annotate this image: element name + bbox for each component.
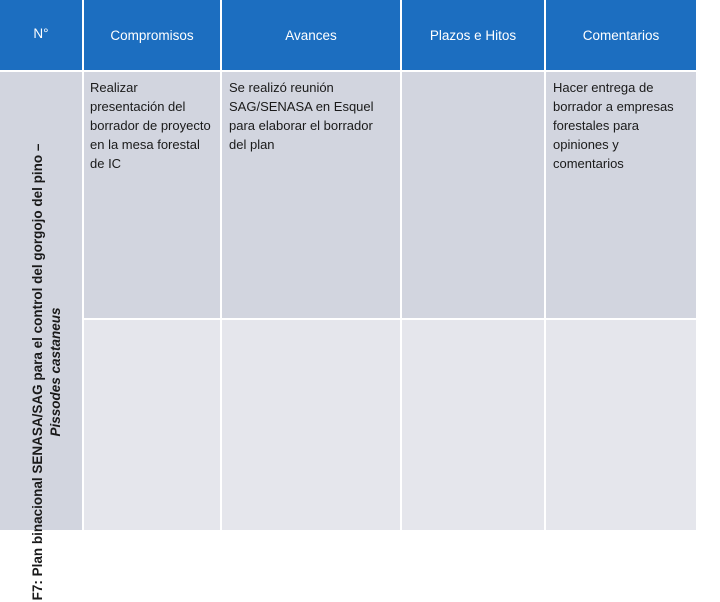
- side-label-cell: [0, 72, 82, 601]
- row2-plazos: [402, 320, 544, 530]
- row1-plazos: [402, 72, 544, 318]
- header-compromisos: Compromisos: [84, 0, 220, 70]
- row2-compromisos: [84, 320, 220, 530]
- side-label-prefix: F7: Plan binacional SENASA/SAG para el control del gorgojo del pino –: [30, 143, 45, 601]
- header-comentarios: Comentarios: [546, 0, 696, 70]
- header-number: N°: [0, 0, 82, 70]
- row2-avances: [222, 320, 400, 530]
- side-label: [18, 142, 76, 602]
- row1-comentarios: Hacer entrega de borrador a empresas forestales para opiniones y comentarios: [546, 72, 696, 318]
- header-plazos: Plazos e Hitos: [402, 0, 544, 70]
- side-label-species: Pissodes castaneus: [48, 307, 63, 437]
- row1-avances: Se realizó reunión SAG/SENASA en Esquel para elaborar el borrador del plan: [222, 72, 400, 318]
- header-avances: Avances: [222, 0, 400, 70]
- row2-comentarios: [546, 320, 696, 530]
- row1-compromisos: Realizar presentación del borrador de proyecto en la mesa forestal de IC: [84, 72, 220, 318]
